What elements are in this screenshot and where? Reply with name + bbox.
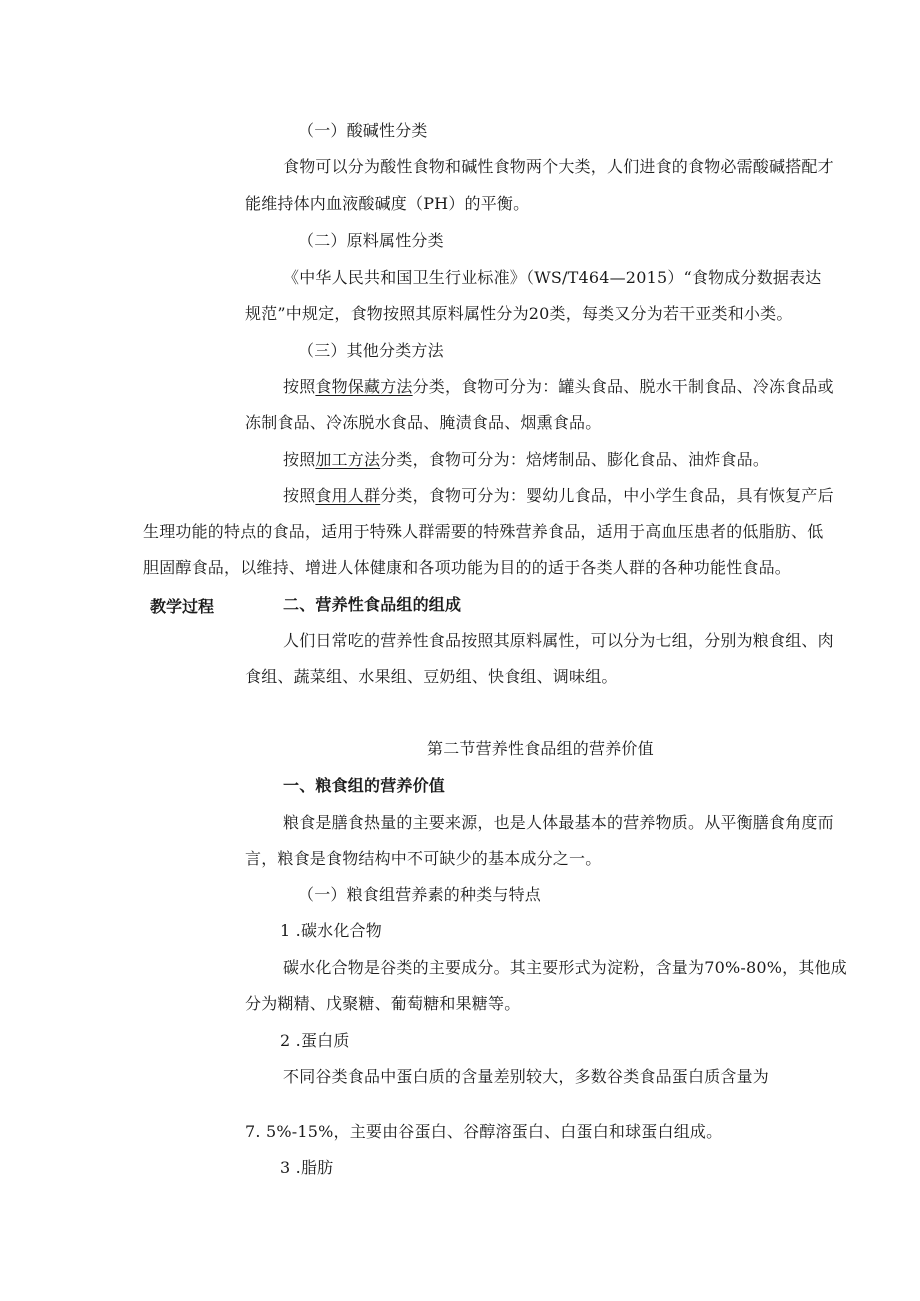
paragraph-line — [283, 377, 834, 397]
text-segment: 分类，食物可分为：焙烤制品、膨化食品、油炸食品。 — [380, 450, 770, 469]
text-segment: 按照 — [283, 377, 316, 396]
text-segment: 按照 — [283, 486, 316, 505]
list-item-carbohydrate: 1 .碳水化合物 — [280, 921, 382, 940]
link-processing-method[interactable]: 加工方法 — [315, 450, 381, 469]
section-heading-food-groups: 二、营养性食品组的组成 — [283, 595, 462, 614]
paragraph-line: 人们日常吃的营养性食品按照其原料属性，可以分为七组，分别为粮食组、肉 — [283, 631, 834, 650]
paragraph-line: 《中华人民共和国卫生行业标准》（WS/T464—2015）“食物成分数据表达 — [283, 268, 822, 287]
list-item-protein: 2 .蛋白质 — [280, 1031, 350, 1050]
subheading-nutrients: （一）粮食组营养素的种类与特点 — [298, 885, 542, 904]
list-item-fat: 3 .脂肪 — [280, 1158, 334, 1177]
section-heading-grain: 一、粮食组的营养价值 — [283, 776, 446, 795]
paragraph-line — [283, 486, 834, 506]
text-segment: 分类，食物可分为：罐头食品、脱水干制食品、冷冻食品或 — [412, 377, 834, 396]
text-segment: 按照 — [283, 450, 316, 469]
paragraph-line: 规范”中规定，食物按照其原料属性分为20类，每类又分为若干亚类和小类。 — [245, 304, 793, 323]
paragraph-line: 言，粮食是食物结构中不可缺少的基本成分之一。 — [245, 849, 602, 868]
link-consumer-group[interactable]: 食用人群 — [315, 486, 381, 505]
paragraph-line: 食组、蔬菜组、水果组、豆奶组、快食组、调味组。 — [245, 667, 618, 686]
paragraph-line: 不同谷类食品中蛋白质的含量差别较大，多数谷类食品蛋白质含量为 — [283, 1067, 770, 1086]
paragraph-line: 胆固醇食品，以维持、增进人体健康和各项功能为目的的适于各类人群的各种功能性食品。 — [143, 558, 792, 577]
subheading-other-methods: （三）其他分类方法 — [298, 341, 444, 360]
subheading-raw-material: （二）原料属性分类 — [298, 231, 444, 250]
paragraph-line — [283, 450, 769, 470]
paragraph-line: 生理功能的特点的食品，适用于特殊人群需要的特殊营养食品，适用于高血压患者的低脂肪、低 — [143, 522, 824, 541]
paragraph-line: 食物可以分为酸性食物和碱性食物两个大类，人们进食的食物必需酸碱搭配才 — [283, 157, 834, 176]
paragraph-line: 分为糊精、戊聚糖、葡萄糖和果糖等。 — [245, 994, 521, 1013]
subheading-acid-base: （一）酸碱性分类 — [298, 121, 428, 140]
paragraph-line: 7. 5%-15%，主要由谷蛋白、谷醇溶蛋白、白蛋白和球蛋白组成。 — [245, 1122, 723, 1141]
paragraph-line: 碳水化合物是谷类的主要成分。其主要形式为淀粉，含量为70%-80%，其他成 — [283, 958, 847, 977]
teaching-process-label: 教学过程 — [150, 597, 215, 616]
paragraph-line: 冻制食品、冷冻脱水食品、腌渍食品、烟熏食品。 — [245, 413, 602, 432]
text-segment: 分类，食物可分为：婴幼儿食品，中小学生食品，具有恢复产后 — [380, 486, 834, 505]
paragraph-line: 能维持体内血液酸碱度（PH）的平衡。 — [245, 194, 530, 213]
link-preservation-method[interactable]: 食物保藏方法 — [315, 377, 413, 396]
paragraph-line: 粮食是膳食热量的主要来源，也是人体最基本的营养物质。从平衡膳食角度而 — [283, 813, 834, 832]
chapter-title: 第二节营养性食品组的营养价值 — [427, 739, 654, 758]
